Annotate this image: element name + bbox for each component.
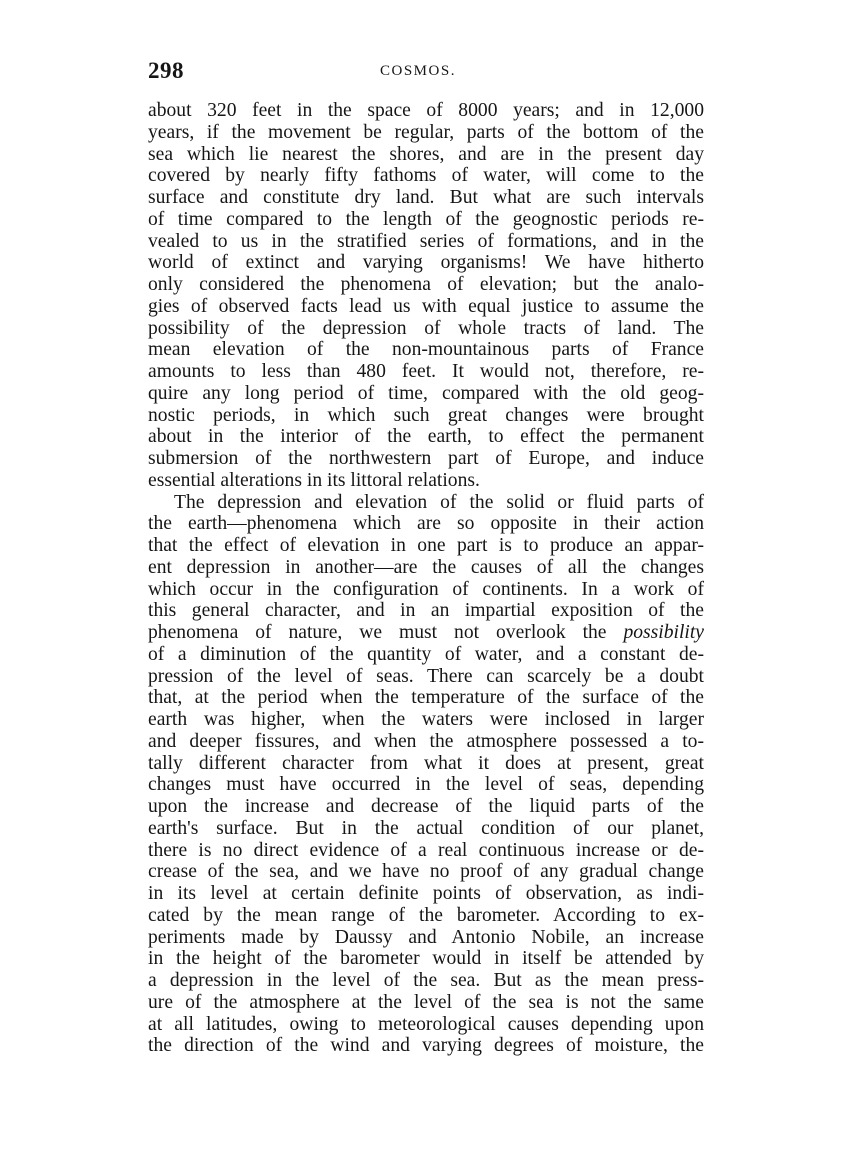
text-line: changes must have occurred in the level of seas, depending — [148, 774, 704, 796]
text-line: sea which lie nearest the shores, and are in the present day — [148, 143, 704, 165]
text-line: in the height of the barometer would in itself be attended by — [148, 948, 704, 970]
text-line: The depression and elevation of the solid or fluid parts of — [174, 491, 704, 513]
text-line: at all latitudes, owing to meteorological causes depending upon — [148, 1013, 704, 1035]
text-line: about in the interior of the earth, to effect the permanent — [148, 426, 704, 448]
text-line: vealed to us in the stratified series of formations, and in the — [148, 230, 704, 252]
text-line: phenomena of nature, we must not overlook the possibility — [148, 622, 704, 643]
text-line: upon the increase and decrease of the liquid parts of the — [148, 796, 704, 817]
text-line: possibility of the depression of whole tracts of land. The — [148, 317, 704, 339]
text-line: of a diminution of the quantity of water, and a constant de- — [148, 643, 704, 665]
body-text — [148, 100, 704, 1057]
running-head — [148, 58, 708, 88]
paragraph — [148, 492, 704, 1058]
text-line: amounts to less than 480 feet. It would not, therefore, re- — [148, 361, 704, 382]
text-line: there is no direct evidence of a real continuous increase or de- — [148, 839, 704, 861]
text-line: covered by nearly fifty fathoms of water, will come to the — [148, 165, 704, 187]
text-line: submersion of the northwestern part of Europe, and induce — [148, 448, 704, 469]
text-line: ure of the atmosphere at the level of the sea is not the same — [148, 991, 704, 1013]
paragraph — [148, 100, 704, 492]
text-line: gies of observed facts lead us with equal justice to assume the — [148, 295, 704, 317]
text-line: that, at the period when the temperature of the surface of the — [148, 687, 704, 709]
text-line: world of extinct and varying organisms! We have hitherto — [148, 252, 704, 274]
text-line: surface and constitute dry land. But what are such intervals — [148, 187, 704, 208]
text-line: this general character, and in an impartial exposition of the — [148, 600, 704, 622]
text-line: only considered the phenomena of elevation; but the analo- — [148, 274, 704, 295]
text-line: pression of the level of seas. There can scarcely be a doubt — [148, 665, 704, 687]
text-line: years, if the movement be regular, parts of the bottom of the — [148, 121, 704, 143]
text-line: about 320 feet in the space of 8000 years; and in 12,000 — [148, 100, 704, 121]
text-line: and deeper fissures, and when the atmosphere possessed a to- — [148, 730, 704, 752]
text-line: the direction of the wind and varying degrees of moisture, the — [148, 1035, 704, 1057]
text-line: crease of the sea, and we have no proof of any gradual change — [148, 861, 704, 883]
text-line: periments made by Daussy and Antonio Nobile, an increase — [148, 926, 704, 948]
text-line: of time compared to the length of the geognostic periods re- — [148, 208, 704, 230]
text-line: that the effect of elevation in one part is to produce an appar- — [148, 535, 704, 556]
text-line: a depression in the level of the sea. But as the mean press- — [148, 970, 704, 991]
running-title: COSMOS. — [380, 63, 456, 79]
text-line: cated by the mean range of the barometer. According to ex- — [148, 904, 704, 926]
emphasis: possibility — [623, 622, 704, 643]
text-line: in its level at certain definite points of observation, as indi- — [148, 883, 704, 904]
text-line: essential alterations in its littoral relations. — [148, 469, 480, 491]
text-line: mean elevation of the non-mountainous parts of France — [148, 339, 704, 361]
text-line: the earth—phenomena which are so opposite in their action — [148, 513, 704, 535]
page-number: 298 — [148, 58, 184, 83]
text-line: quire any long period of time, compared with the old geog- — [148, 382, 704, 404]
text-line: ent depression in another—are the causes of all the changes — [148, 556, 704, 578]
text-line: earth's surface. But in the actual condition of our planet, — [148, 817, 704, 839]
text-line: which occur in the configuration of continents. In a work of — [148, 578, 704, 600]
text-line: earth was higher, when the waters were inclosed in larger — [148, 709, 704, 730]
text-line: tally different character from what it does at present, great — [148, 752, 704, 774]
text-line: nostic periods, in which such great changes were brought — [148, 404, 704, 426]
